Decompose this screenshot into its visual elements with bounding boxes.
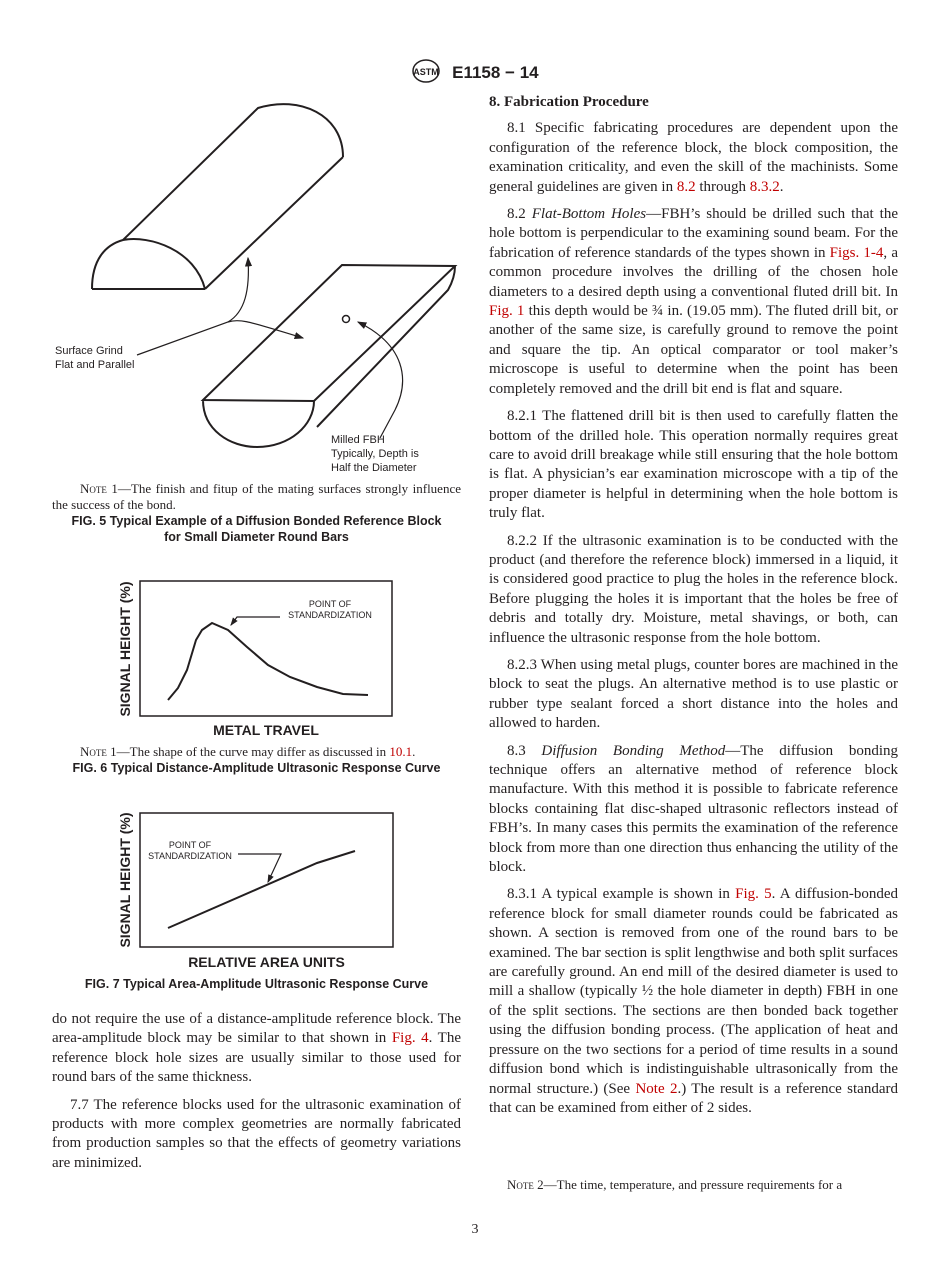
label-line: Surface Grind (55, 345, 123, 357)
text-run: 8.2.1 The flattened drill bit is then used to carefully flatten the bottom of the drilled hole. This operation normally requires great care to avoid drill breakage while still ensuring that the hole bottom is flat. A physician’s ear examination microscope with a tip of the proper diameter is helpful in determining when the hole bottom is truly flat. (489, 408, 898, 522)
italic-heading: Diffusion Bonding Method (541, 742, 726, 759)
paragraph (489, 407, 898, 523)
text-run: 8.1 Specific fabricating procedures are dependent upon the configuration of the reference block, the block composition, the examination criticality, and even the skill of the machinists. Some general guidelines are given in (489, 120, 898, 195)
section-link[interactable]: 10.1 (389, 744, 413, 759)
label-line: Typically, Depth is (331, 448, 419, 460)
right-column-text (489, 93, 898, 1126)
text-run: . The reference block hole sizes are usually similar to those used for round bars of the same thickness. (52, 1030, 461, 1086)
fig6-annotation (280, 599, 380, 621)
section-heading: 8. Fabrication Procedure (489, 94, 649, 110)
paragraph (489, 656, 898, 734)
fig6-caption: FIG. 6 Typical Distance-Amplitude Ultrasonic Response Curve (72, 761, 441, 775)
fig6-note (52, 744, 461, 760)
label-line: Milled FBH (331, 434, 385, 446)
caption-line: for Small Diameter Round Bars (164, 530, 349, 544)
paragraph (52, 1096, 461, 1174)
paragraph (489, 742, 898, 878)
text-run: . A diffusion-bonded reference block for small diameter rounds could be fabricated as shown. A section is removed from one of the round bars to be examined. The bar section is split lengthwise and both split surfaces are carefully ground. An end mill of the desired diameter is used to mill a shallow (typically ½ the hole diameter in depth) FBH in one of the split sections. The sections are then bonded back together using the diffusion bonding process. (The application of heat and pressure on the two sections for a period of time results in a sound diffusion bond which is indistinguishable ultrasonically from the normal structure.) (See (489, 886, 898, 1097)
paragraph (489, 885, 898, 1118)
text-run: through (695, 178, 750, 195)
caption-line: FIG. 5 Typical Example of a Diffusion Bonded Reference Block (71, 514, 442, 528)
fig6-pointer (231, 617, 280, 625)
note-prefix: Note (507, 1177, 534, 1192)
standard-designation: E1158 − 14 (452, 62, 539, 82)
fig6-x-axis-label: METAL TRAVEL (213, 722, 319, 738)
italic-heading: Flat-Bottom Holes (531, 206, 647, 223)
note-text: 2—The time, temperature, and pressure requirements for a (533, 1177, 843, 1192)
fig7-caption: FIG. 7 Typical Area-Amplitude Ultrasonic Response Curve (84, 977, 429, 991)
cross-reference-link[interactable]: Fig. 1 (489, 303, 525, 320)
cross-reference-link[interactable]: Fig. 4 (391, 1030, 429, 1047)
text-run: .) The result is a reference standard that can be examined from either of 2 sides. (489, 1080, 898, 1116)
text-run: 8.3.1 A typical example is shown in (507, 886, 736, 903)
text-run: 8.2 (507, 206, 532, 223)
fig7-pointer (238, 854, 281, 882)
text-run: this depth would be ¾ in. (19.05 mm). The fluted drill bit, or another of the same size, is carefully ground to remove the point and square the tip. An optical comparator or tool maker’s microscope is useful to determine when the point has been completely removed and the drill bit end is flat and square. (489, 303, 898, 397)
annotation-line: POINT OF (308, 599, 352, 609)
annotation-line: STANDARDIZATION (148, 851, 232, 861)
paragraph (489, 119, 898, 197)
note-prefix: Note (80, 481, 107, 496)
text-run: , a common procedure involves the drilling of the chosen hole diameters to a desired depth using a conventional fluted drill bit. In (489, 244, 898, 300)
label-line: Half the Diameter (331, 462, 417, 474)
paragraph (52, 1010, 461, 1088)
text-run: —FBH’s should be drilled such that the hole bottom is perpendicular to the examining sound beam. For the fabrication of reference standards of the types shown in (489, 206, 898, 261)
paragraph (489, 205, 898, 399)
cross-reference-link[interactable]: 8.2 (676, 178, 696, 195)
cross-reference-link[interactable]: 8.3.2 (749, 178, 780, 195)
text-run: 8.3 (507, 742, 542, 759)
fig7-plot-frame (140, 813, 393, 947)
fig7-curve (168, 851, 355, 928)
fig6-curve (168, 623, 368, 700)
text-run: 8.2.3 When using metal plugs, counter bores are machined in the block to seat the plugs. An alternative method is to use plastic or rubber type sealant forced a short distance into the holes and allowed to harden. (489, 656, 898, 732)
note-text: 1—The finish and fitup of the mating surfaces strongly influence the success of the bond. (52, 481, 461, 512)
annotation-line: POINT OF (168, 840, 212, 850)
note-2 (489, 1177, 898, 1193)
text-run: 8.2.2 If the ultrasonic examination is to be conducted with the product (and therefore the reference block) immersed in a liquid, it is considered good practice to plug the holes in the reference block. Before plugging the holes it is important that the holes be free of debris and totally dry. Moisture, metal shavings, or both, can influence the ultrasonic response from the hole bottom. (489, 532, 898, 646)
cross-reference-link[interactable]: Note 2 (635, 1080, 678, 1097)
fig7-y-axis-label: SIGNAL HEIGHT (%) (117, 812, 133, 948)
text-run: do not require the use of a distance-amplitude reference block. The area-amplitude block may be similar to that shown in (52, 1011, 461, 1047)
annotation-line: STANDARDIZATION (288, 610, 372, 620)
page-number: 3 (471, 1222, 479, 1237)
note-text: . (412, 744, 416, 759)
note-text: 1—The shape of the curve may differ as discussed in (106, 744, 390, 759)
paragraph (489, 532, 898, 648)
svg-text:ASTM: ASTM (413, 67, 440, 77)
text-run: 7.7 The reference blocks used for the ultrasonic examination of products with more complex geometries are normally fabricated from production samples so that the effects of geometry variations are minimized. (52, 1096, 461, 1171)
cross-reference-link[interactable]: Figs. 1-4 (829, 244, 884, 261)
note-prefix: Note (80, 744, 107, 759)
cross-reference-link[interactable]: Fig. 5 (735, 886, 772, 903)
text-run: . (779, 178, 784, 195)
label-line: Flat and Parallel (55, 359, 135, 371)
text-run: —The diffusion bonding technique offers an alternative method of reference block manufacture. With this method it is possible to fabricate reference blocks containing flat disc-shaped ultrasonic reflectors instead of FBH’s. In many cases this permits the examination of the reference block from more than one direction thus enhancing the utility of the block. (489, 742, 898, 876)
fig7-annotation (140, 840, 240, 862)
left-column-text (52, 1010, 461, 1181)
fig7-x-axis-label: RELATIVE AREA UNITS (188, 954, 345, 970)
fig6-y-axis-label: SIGNAL HEIGHT (%) (117, 581, 133, 717)
